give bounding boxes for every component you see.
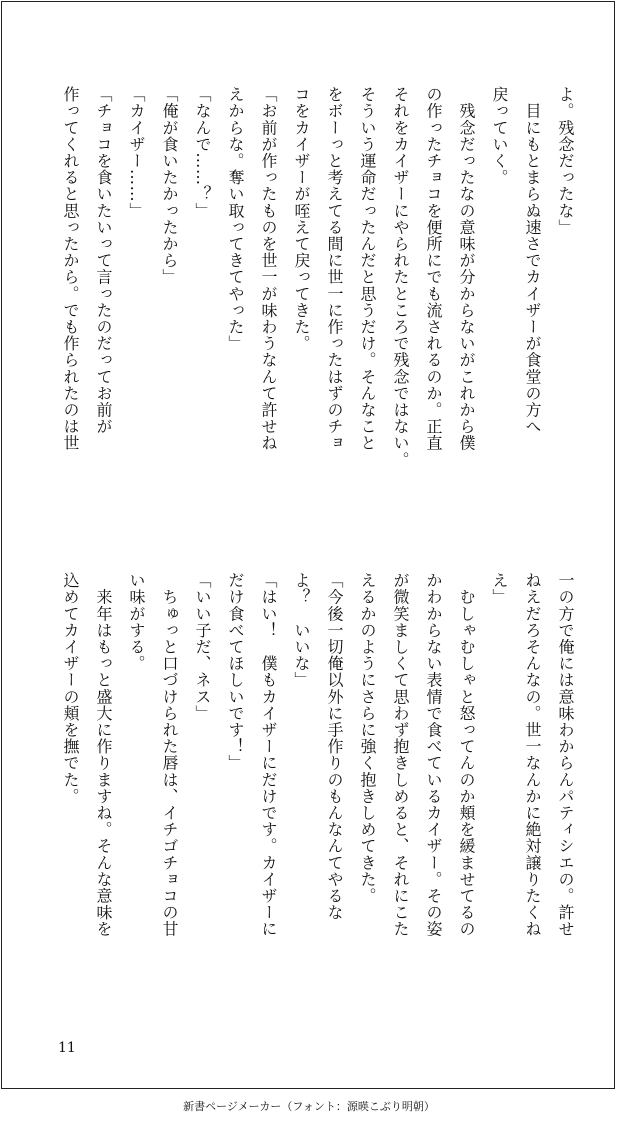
text-line: をボーっと考えてる間に世一に作ったはずのチョ: [325, 86, 344, 452]
text-line: 作ってくれると思ったから。でも作られたのは世: [61, 86, 80, 452]
text-line: 戻っていく。: [490, 86, 509, 186]
text-line: 「お前が作ったものを世一が味わうなんて許せね: [259, 86, 278, 452]
text-line: よ？ いいな」: [292, 572, 311, 689]
text-line: ねえだろそんなの。世一なんかに絶対譲りたくね: [523, 572, 542, 938]
text-line: 「はい！ 僕もカイザーにだけです。カイザーに: [259, 572, 278, 938]
text-line: 「俺が食いたかったから」: [160, 86, 179, 286]
text-line: い味がする。: [127, 572, 146, 672]
lower-text-block: [54, 572, 582, 1012]
footer-caption: 新書ページメーカー（フォント：源暎こぶり明朝）: [183, 1100, 435, 1113]
text-line: 込めてカイザーの頬を撫でた。: [61, 572, 80, 805]
text-line: えるかのようにさらに強く抱きしめてきた。: [358, 572, 377, 904]
text-line: え」: [490, 572, 509, 606]
upper-text-block: [54, 86, 582, 526]
text-line: そういう運命だったんだと思うだけ。そんなこと: [358, 86, 377, 452]
text-line: ちゅっと口づけられた唇は、イチゴチョコの甘: [160, 572, 179, 938]
text-line: 残念だったなの意味が分からないがこれから僕: [457, 86, 476, 452]
text-line: 目にもとまらぬ速さでカイザーが食堂の方へ: [523, 86, 542, 435]
page-number: 11: [58, 1040, 76, 1056]
text-line: かわからない表情で食べているカイザー。その姿: [424, 572, 443, 938]
text-line: の作ったチョコを便所にでも流されるのか。正直: [424, 86, 443, 452]
text-line: 「なんで……？」: [193, 86, 212, 219]
text-line: が微笑ましくて思わず抱きしめると、それにこた: [391, 572, 410, 938]
text-line: コをカイザーが咥えて戻ってきた。: [292, 86, 311, 352]
text-line: それをカイザーにやられたところで残念ではない。: [391, 86, 410, 468]
text-line: 「カイザー……」: [127, 86, 146, 219]
book-page: [1, 1, 615, 1089]
text-line: えからな。奪い取ってきてやった」: [226, 86, 245, 352]
text-line: 一の方で俺には意味わからんパティシエの。許せ: [556, 572, 575, 938]
text-line: 「いい子だ、ネス」: [193, 572, 212, 722]
text-line: 「チョコを食いたいって言ったのだってお前が: [94, 86, 113, 435]
text-line: よ。残念だったな」: [556, 86, 575, 236]
text-line: 「今後一切俺以外に手作りのもんなんてやるな: [325, 572, 344, 921]
text-line: むしゃむしゃと怒ってんのか頬を緩ませてるの: [457, 572, 476, 938]
text-line: 来年はもっと盛大に作りますね。そんな意味を: [94, 572, 113, 938]
text-line: だけ食べてほしいです！」: [226, 572, 245, 772]
